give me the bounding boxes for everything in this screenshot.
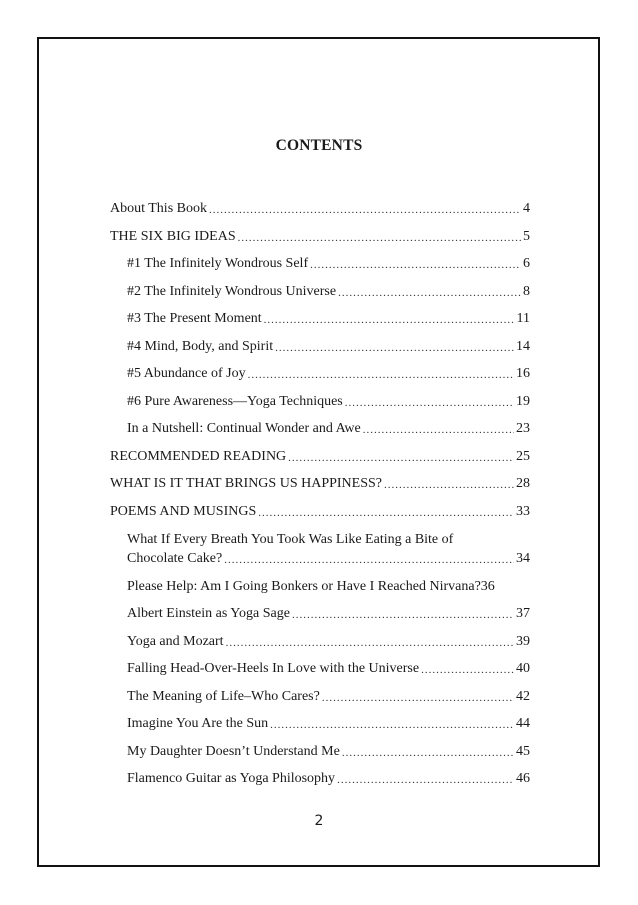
toc-entry-page: 36 bbox=[480, 578, 495, 594]
toc-entry-label-line2: Chocolate Cake? bbox=[127, 551, 223, 566]
toc-entry-page: 8 bbox=[523, 283, 530, 299]
toc-entry[interactable] bbox=[110, 660, 530, 678]
dot-leader bbox=[258, 508, 514, 518]
toc-entry-label: #6 Pure Awareness―Yoga Techniques bbox=[127, 393, 343, 409]
toc-entry-label: POEMS AND MUSINGS bbox=[110, 503, 257, 519]
dot-leader bbox=[384, 480, 514, 490]
toc-entry-page: 28 bbox=[516, 476, 530, 491]
toc-entry-page: 40 bbox=[516, 661, 530, 676]
dot-leader bbox=[345, 398, 514, 408]
toc-entry-label: The Meaning of Life–Who Cares? bbox=[127, 688, 320, 704]
toc-entry-label: THE SIX BIG IDEAS bbox=[110, 228, 236, 244]
toc-entry[interactable] bbox=[110, 578, 530, 596]
toc-entry-label: #1 The Infinitely Wondrous Self bbox=[127, 256, 309, 271]
toc-entry[interactable] bbox=[110, 448, 530, 466]
toc-entry-label: My Daughter Doesn’t Understand Me bbox=[127, 743, 340, 759]
toc-entry[interactable] bbox=[110, 633, 530, 651]
toc-entry[interactable] bbox=[110, 420, 530, 438]
dot-leader bbox=[338, 288, 521, 298]
toc-entry-page: 42 bbox=[516, 688, 530, 704]
toc-entry-page: 4 bbox=[523, 201, 530, 216]
toc-entry[interactable] bbox=[110, 743, 530, 761]
toc-entry[interactable] bbox=[110, 310, 530, 328]
toc-entry[interactable] bbox=[110, 365, 530, 383]
toc-entry[interactable] bbox=[110, 255, 530, 273]
toc-entry[interactable] bbox=[110, 530, 530, 568]
dot-leader bbox=[421, 665, 514, 675]
toc-entry-label: Flamenco Guitar as Yoga Philosophy bbox=[127, 771, 336, 786]
toc-entry-label-line1: What If Every Breath You Took Was Like Eating a Bite of bbox=[127, 532, 454, 547]
dot-leader bbox=[275, 343, 514, 353]
dot-leader bbox=[226, 638, 514, 648]
toc-entry[interactable] bbox=[110, 338, 530, 356]
toc-entry-label: WHAT IS IT THAT BRINGS US HAPPINESS? bbox=[110, 476, 383, 491]
toc-entry-label: Yoga and Mozart bbox=[127, 633, 224, 649]
dot-leader bbox=[337, 775, 514, 785]
toc-entry[interactable] bbox=[110, 503, 530, 521]
toc-entry-label: RECOMMENDED READING bbox=[110, 448, 287, 464]
toc-entry[interactable] bbox=[110, 228, 530, 246]
toc-entry-page: 23 bbox=[516, 421, 530, 436]
toc-entry[interactable] bbox=[110, 770, 530, 788]
table-of-contents bbox=[110, 200, 530, 798]
toc-entry-label: #3 The Present Moment bbox=[127, 311, 262, 326]
dot-leader bbox=[248, 370, 514, 380]
toc-entry-page: 16 bbox=[516, 366, 530, 381]
toc-entry[interactable] bbox=[110, 393, 530, 411]
toc-entry-label: #5 Abundance of Joy bbox=[127, 366, 246, 381]
dot-leader bbox=[342, 748, 514, 758]
dot-leader bbox=[270, 720, 514, 730]
dot-leader bbox=[292, 610, 514, 620]
toc-entry-label: Albert Einstein as Yoga Sage bbox=[127, 606, 290, 621]
toc-entry-page: 37 bbox=[516, 606, 530, 621]
toc-entry-page: 46 bbox=[516, 771, 530, 786]
toc-entry-page: 45 bbox=[516, 743, 530, 759]
toc-entry-label: #2 The Infinitely Wondrous Universe bbox=[127, 283, 337, 299]
page-number: 2 bbox=[314, 813, 324, 829]
toc-entry[interactable] bbox=[110, 715, 530, 733]
dot-leader bbox=[209, 205, 521, 215]
toc-entry-label: Imagine You Are the Sun bbox=[127, 716, 269, 731]
toc-entry-page: 25 bbox=[516, 448, 530, 464]
dot-leader bbox=[310, 260, 521, 270]
toc-entry-page: 44 bbox=[516, 716, 530, 731]
toc-entry-label: About This Book bbox=[110, 201, 207, 216]
toc-entry-label: Falling Head-Over-Heels In Love with the Universe bbox=[127, 661, 420, 676]
toc-entry-page: 39 bbox=[516, 633, 530, 649]
dot-leader bbox=[238, 233, 521, 243]
toc-entry-page: 33 bbox=[516, 503, 530, 519]
toc-entry-label: Please Help: Am I Going Bonkers or Have I Reached Nirvana? bbox=[127, 578, 481, 594]
dot-leader bbox=[288, 453, 514, 463]
toc-entry[interactable] bbox=[110, 605, 530, 623]
toc-entry-page: 6 bbox=[523, 256, 530, 271]
toc-entry[interactable] bbox=[110, 200, 530, 218]
dot-leader bbox=[363, 425, 514, 435]
toc-entry-page: 19 bbox=[516, 393, 530, 409]
dot-leader bbox=[264, 315, 515, 325]
toc-entry-label: In a Nutshell: Continual Wonder and Awe bbox=[127, 421, 361, 436]
dot-leader bbox=[224, 555, 514, 565]
toc-entry-label: #4 Mind, Body, and Spirit bbox=[127, 338, 274, 354]
toc-entry[interactable] bbox=[110, 688, 530, 706]
page-title: CONTENTS bbox=[275, 137, 363, 154]
toc-entry-page: 11 bbox=[516, 311, 530, 326]
toc-entry-page: 34 bbox=[516, 551, 530, 566]
toc-entry[interactable] bbox=[110, 475, 530, 493]
toc-entry[interactable] bbox=[110, 283, 530, 301]
dot-leader bbox=[322, 693, 514, 703]
toc-entry-page: 5 bbox=[523, 228, 530, 244]
toc-entry-page: 14 bbox=[516, 338, 530, 354]
